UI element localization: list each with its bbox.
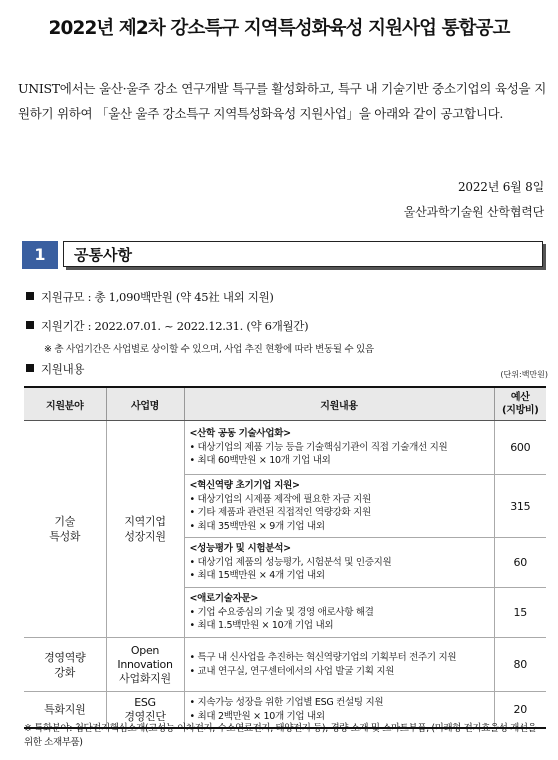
content-line: • 최대 60백만원 × 10개 기업 내외 (189, 455, 331, 467)
square-bullet-icon (26, 364, 34, 372)
content-title: <애로기술자문> (189, 593, 259, 605)
section-title: 공통사항 (63, 241, 543, 267)
content-line: • 대상기업 제품의 성능평가, 시험분석 및 인증지원 (189, 556, 392, 568)
budget-cell: 60 (494, 538, 546, 588)
content-cell (184, 638, 494, 692)
header-budget: 예산 (지방비) (494, 387, 546, 421)
table-row (24, 638, 546, 692)
budget-cell: 80 (494, 638, 546, 692)
issuing-organization: 울산과학기술원 산학협력단 (403, 205, 544, 219)
content-line: • 최대 2백만원 × 10개 기업 내외 (189, 710, 325, 722)
intro-paragraph: UNIST에서는 울산·울주 강소 연구개발 특구를 활성화하고, 특구 내 기술기반 중소기업의 육성을 지원하기 위하여 「울산 울주 강소특구 지역특성화육성 지원사업」을 아래와 같이 공고합니다. (18, 81, 546, 121)
content-line: • 지속가능 성장을 위한 기업별 ESG 컨설팅 지원 (189, 697, 384, 708)
program-cell: 지역기업 성장지원 (106, 421, 184, 638)
field-cell: 경영역량 강화 (24, 638, 106, 692)
announcement-date: 2022년 6월 8일 (457, 180, 544, 194)
content-line: • 특구 내 신사업을 추진하는 혁신역량기업의 기획부터 전주기 지원 (189, 652, 457, 663)
content-line: • 기업 수요중심의 기술 및 경영 애로사항 해결 (189, 606, 374, 618)
content-cell (184, 588, 494, 638)
content-line: • 대상기업의 제품 기능 등을 기술핵심기관이 직접 기술개선 지원 (189, 441, 448, 453)
content-cell (184, 538, 494, 588)
table-row (24, 421, 546, 475)
section-number: 1 (22, 241, 58, 269)
period-note: ※ 총 사업기간은 사업별로 상이할 수 있으며, 사업 추진 현황에 따라 변동될 수 있음 (44, 344, 374, 355)
content-title: <산학 공동 기술사업화> (189, 428, 291, 440)
table-header-row (24, 387, 546, 421)
support-table (24, 386, 546, 729)
budget-cell: 600 (494, 421, 546, 475)
program-cell: Open Innovation 사업화지원 (106, 638, 184, 692)
budget-cell: 315 (494, 475, 546, 538)
square-bullet-icon (26, 292, 34, 300)
content-line: • 교내 연구실, 연구센터에서의 사업 발굴 기획 지원 (189, 665, 395, 677)
program-cell: ESG 경영진단 (106, 692, 184, 729)
support-period-item: 지원기간 : 2022.07.01. ~ 2022.12.31. (약 6개월간) (26, 318, 308, 334)
field-cell: 특화지원 (24, 692, 106, 729)
content-line: • 최대 1.5백만원 × 10개 기업 내외 (189, 620, 334, 632)
page-title: 2022년 제2차 강소특구 지역특성화육성 지원사업 통합공고 (48, 18, 510, 39)
content-title: <성능평가 및 시험분석> (189, 543, 291, 555)
support-scale-item: 지원규모 : 총 1,090백만원 (약 45社 내외 지원) (26, 289, 274, 305)
content-line: • 최대 35백만원 × 9개 기업 내외 (189, 520, 325, 532)
content-cell (184, 475, 494, 538)
budget-cell: 15 (494, 588, 546, 638)
unit-label: (단위:백만원) (500, 370, 548, 379)
header-content: 지원내용 (184, 387, 494, 421)
budget-cell: 20 (494, 692, 546, 729)
footnote: ※ 특화분야: 첨단전지핵심소재(고성능 이차전지, 수소연료전지, 태양전지 등), 경량 소재 및 스마트부품, (미래형 전지효율성 개선을 위한 소재부품) (24, 723, 537, 748)
content-title: <혁신역량 초기기업 지원> (189, 480, 300, 491)
support-content-item: 지원내용 (26, 361, 84, 377)
content-line: • 대상기업의 시제품 제작에 필요한 자금 지원 (189, 493, 371, 505)
content-line: • 기타 제품과 관련된 직접적인 역량강화 지원 (189, 507, 371, 518)
header-field: 지원분야 (24, 387, 106, 421)
content-line: • 최대 15백만원 × 4개 기업 내외 (189, 570, 325, 582)
header-program: 사업명 (106, 387, 184, 421)
square-bullet-icon (26, 321, 34, 329)
field-cell: 기술 특성화 (24, 421, 106, 638)
content-cell (184, 421, 494, 475)
